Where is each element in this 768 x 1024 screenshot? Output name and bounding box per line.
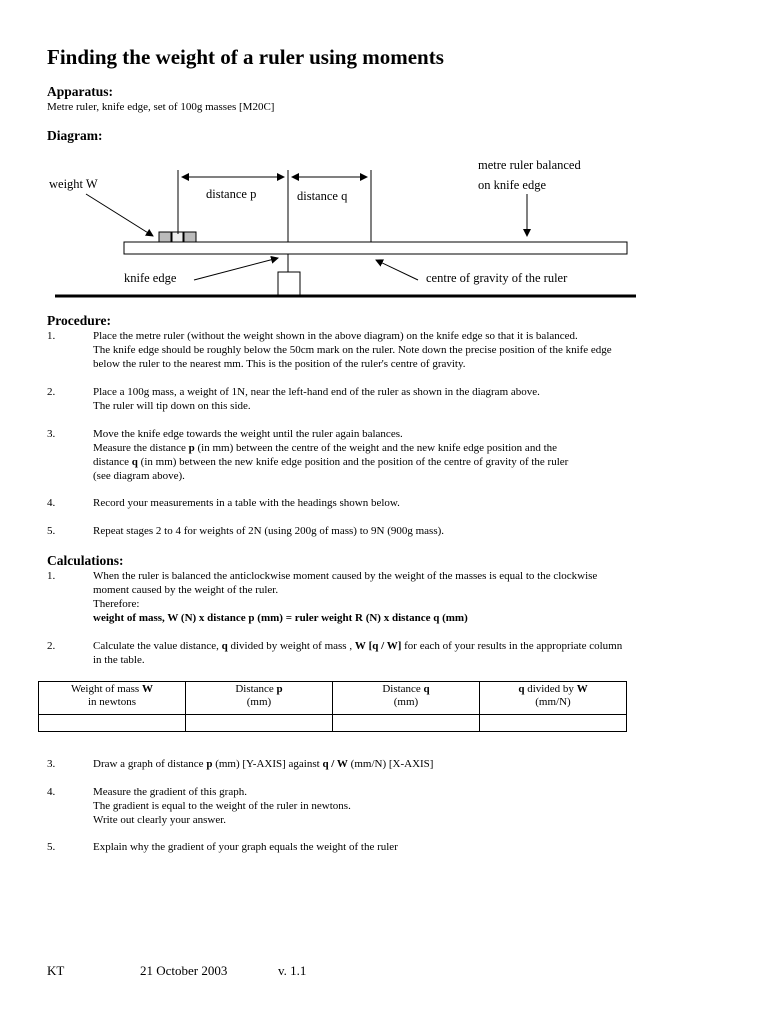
- step-number: 5.: [47, 525, 56, 537]
- table-header-cell: Distance q (mm): [333, 682, 480, 715]
- label-distance-q: distance q: [297, 189, 348, 203]
- footer-date: 21 October 2003: [140, 963, 228, 978]
- label-weight: weight W: [49, 177, 98, 191]
- diagram-heading: Diagram:: [47, 128, 103, 143]
- label-distance-p: distance p: [206, 187, 257, 201]
- moment-formula: weight of mass, W (N) x distance p (mm) = ruler weight R (N) x distance q (mm): [93, 612, 468, 624]
- label-centre-gravity: centre of gravity of the ruler: [426, 271, 568, 285]
- table-header-cell: Distance p (mm): [186, 682, 333, 715]
- procedure-step-2: Place a 100g mass, a weight of 1N, near the left-hand end of the ruler as shown in the diagram above. The ruler will tip down on this side.: [93, 386, 540, 412]
- calc-step-5: Explain why the gradient of your graph equals the weight of the ruler: [93, 841, 398, 853]
- step-number: 1.: [47, 330, 56, 342]
- footer-version: v. 1.1: [278, 963, 307, 978]
- step-number: 3.: [47, 758, 56, 770]
- step-number: 5.: [47, 841, 56, 853]
- calc-step-4: Measure the gradient of this graph. The gradient is equal to the weight of the ruler in newtons. Write out clearly your answer.: [93, 786, 351, 826]
- apparatus-heading: Apparatus:: [47, 84, 114, 99]
- table-header-cell: Weight of mass W in newtons: [39, 682, 186, 715]
- step-number: 2.: [47, 386, 56, 398]
- table-cell[interactable]: [39, 715, 186, 732]
- mass-block: [184, 232, 196, 242]
- calc-step-3: Draw a graph of distance p (mm) [Y-AXIS] against q / W (mm/N) [X-AXIS]: [93, 758, 434, 770]
- table-cell[interactable]: [333, 715, 480, 732]
- step-number: 1.: [47, 570, 56, 582]
- calculations-heading: Calculations:: [47, 553, 124, 568]
- calc-step-1: When the ruler is balanced the anticlockwise moment caused by the weight of the masses is equal to the clockwise moment caused by the weight of the ruler. Therefore: weight of mass, W (N) x distance p (mm) = ruler weight R (N) x distance q (mm): [93, 570, 598, 624]
- procedure-step-3: Move the knife edge towards the weight until the ruler again balances. Measure the distance p (in mm) between the centre of the weight and the new knife edge position and the distance q (in mm) between the new knife edge position and the position of the centre of gravity of the ruler (see diagram above).: [93, 428, 569, 482]
- mass-block: [159, 232, 171, 242]
- step-number: 3.: [47, 428, 56, 440]
- label-balanced-2: on knife edge: [478, 178, 547, 192]
- procedure-step-4: Record your measurements in a table with the headings shown below.: [93, 497, 400, 509]
- table-header-row: [39, 682, 627, 715]
- calc-step-2: Calculate the value distance, q divided by weight of mass , W [q / W] for each of your results in the appropriate column in the table.: [93, 640, 623, 666]
- apparatus-text: Metre ruler, knife edge, set of 100g masses [M20C]: [47, 101, 275, 113]
- procedure-heading: Procedure:: [47, 313, 111, 328]
- page-title: Finding the weight of a ruler using moments: [47, 45, 444, 69]
- step-number: 4.: [47, 786, 56, 798]
- step-number: 4.: [47, 497, 56, 509]
- metre-ruler: [124, 242, 627, 254]
- procedure-step-1: Place the metre ruler (without the weight shown in the above diagram) on the knife edge so that it is balanced. The knife edge should be roughly below the 50cm mark on the ruler. Note down the precise position of the knife edge below the ruler to the nearest mm. This is the position of the ruler's centre of gravity.: [93, 330, 612, 370]
- procedure-step-5: Repeat stages 2 to 4 for weights of 2N (using 200g of mass) to 9N (900g mass).: [93, 525, 445, 537]
- knife-edge-block: [278, 272, 300, 296]
- label-balanced-1: metre ruler balanced: [478, 158, 581, 172]
- footer-author: KT: [47, 963, 65, 978]
- label-knife-edge: knife edge: [124, 271, 177, 285]
- table-row: [39, 715, 627, 732]
- table-cell[interactable]: [186, 715, 333, 732]
- results-table: [38, 681, 627, 732]
- ruler-diagram: [0, 150, 768, 310]
- step-number: 2.: [47, 640, 56, 652]
- table-header-cell: q divided by W (mm/N): [480, 682, 627, 715]
- table-cell[interactable]: [480, 715, 627, 732]
